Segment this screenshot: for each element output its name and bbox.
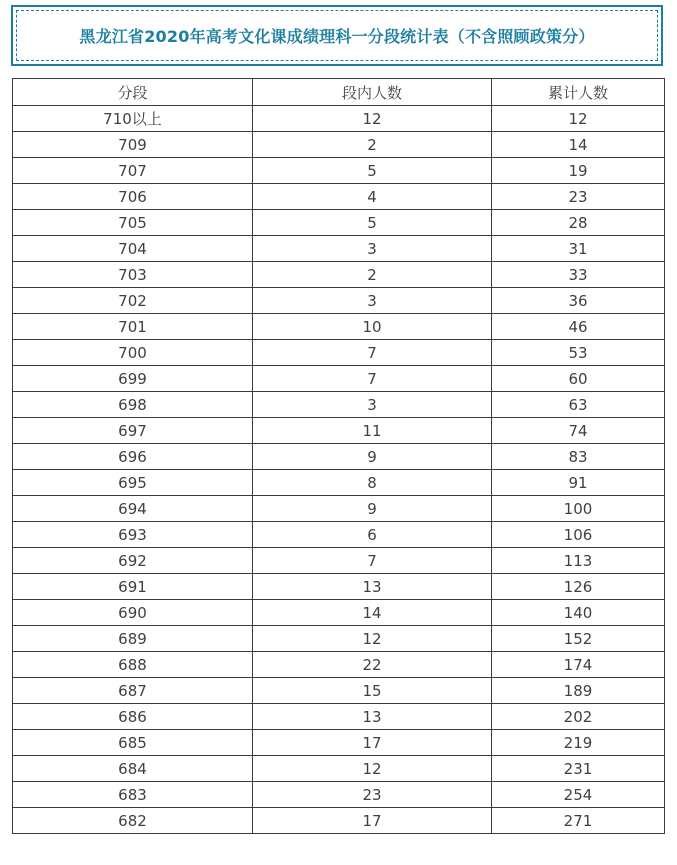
header-score-range: 分段 (13, 79, 253, 106)
cell-cumulative-count: 100 (492, 496, 665, 522)
cell-cumulative-count: 14 (492, 132, 665, 158)
cell-cumulative-count: 28 (492, 210, 665, 236)
table-row (13, 106, 665, 132)
cell-count-in-range: 23 (253, 782, 492, 808)
cell-score-range: 700 (13, 340, 253, 366)
table-row (13, 808, 665, 834)
cell-score-range: 687 (13, 678, 253, 704)
table-row (13, 262, 665, 288)
table-row (13, 210, 665, 236)
cell-count-in-range: 7 (253, 340, 492, 366)
table-row (13, 340, 665, 366)
table-row (13, 756, 665, 782)
cell-count-in-range: 6 (253, 522, 492, 548)
cell-cumulative-count: 202 (492, 704, 665, 730)
cell-count-in-range: 5 (253, 158, 492, 184)
cell-count-in-range: 11 (253, 418, 492, 444)
cell-cumulative-count: 53 (492, 340, 665, 366)
cell-cumulative-count: 74 (492, 418, 665, 444)
table-row (13, 444, 665, 470)
cell-count-in-range: 9 (253, 496, 492, 522)
cell-cumulative-count: 219 (492, 730, 665, 756)
cell-score-range: 685 (13, 730, 253, 756)
cell-score-range: 694 (13, 496, 253, 522)
cell-score-range: 701 (13, 314, 253, 340)
cell-count-in-range: 12 (253, 626, 492, 652)
cell-score-range: 682 (13, 808, 253, 834)
cell-cumulative-count: 33 (492, 262, 665, 288)
cell-score-range: 692 (13, 548, 253, 574)
cell-count-in-range: 15 (253, 678, 492, 704)
cell-cumulative-count: 231 (492, 756, 665, 782)
cell-score-range: 702 (13, 288, 253, 314)
cell-score-range: 705 (13, 210, 253, 236)
cell-count-in-range: 2 (253, 262, 492, 288)
table-body (13, 106, 665, 834)
table-header-row (13, 79, 665, 106)
cell-count-in-range: 17 (253, 730, 492, 756)
cell-score-range: 698 (13, 392, 253, 418)
cell-score-range: 707 (13, 158, 253, 184)
cell-score-range: 706 (13, 184, 253, 210)
cell-cumulative-count: 31 (492, 236, 665, 262)
title-dashed-frame (16, 10, 658, 61)
table-row (13, 314, 665, 340)
cell-score-range: 688 (13, 652, 253, 678)
cell-score-range: 710以上 (13, 106, 253, 132)
cell-cumulative-count: 140 (492, 600, 665, 626)
cell-cumulative-count: 152 (492, 626, 665, 652)
cell-score-range: 697 (13, 418, 253, 444)
table-row (13, 522, 665, 548)
table-row (13, 782, 665, 808)
table-row (13, 418, 665, 444)
cell-count-in-range: 12 (253, 756, 492, 782)
table-row (13, 288, 665, 314)
cell-count-in-range: 14 (253, 600, 492, 626)
cell-count-in-range: 3 (253, 392, 492, 418)
cell-count-in-range: 9 (253, 444, 492, 470)
cell-cumulative-count: 126 (492, 574, 665, 600)
page-title: 黑龙江省2020年高考文化课成绩理科一分段统计表（不含照顾政策分） (79, 27, 595, 46)
title-banner (11, 5, 663, 66)
table-row (13, 470, 665, 496)
table-row (13, 574, 665, 600)
cell-count-in-range: 3 (253, 236, 492, 262)
cell-cumulative-count: 254 (492, 782, 665, 808)
cell-cumulative-count: 46 (492, 314, 665, 340)
cell-cumulative-count: 174 (492, 652, 665, 678)
table-row (13, 600, 665, 626)
cell-cumulative-count: 91 (492, 470, 665, 496)
cell-score-range: 689 (13, 626, 253, 652)
table-row (13, 730, 665, 756)
cell-count-in-range: 4 (253, 184, 492, 210)
score-table-container (12, 78, 664, 834)
cell-count-in-range: 22 (253, 652, 492, 678)
table-row (13, 548, 665, 574)
cell-score-range: 691 (13, 574, 253, 600)
cell-score-range: 699 (13, 366, 253, 392)
table-row (13, 652, 665, 678)
cell-count-in-range: 10 (253, 314, 492, 340)
cell-count-in-range: 3 (253, 288, 492, 314)
cell-score-range: 696 (13, 444, 253, 470)
cell-cumulative-count: 36 (492, 288, 665, 314)
cell-count-in-range: 7 (253, 548, 492, 574)
cell-count-in-range: 8 (253, 470, 492, 496)
table-row (13, 236, 665, 262)
cell-score-range: 683 (13, 782, 253, 808)
cell-count-in-range: 13 (253, 574, 492, 600)
table-row (13, 158, 665, 184)
cell-count-in-range: 12 (253, 106, 492, 132)
cell-score-range: 703 (13, 262, 253, 288)
cell-count-in-range: 17 (253, 808, 492, 834)
cell-cumulative-count: 23 (492, 184, 665, 210)
cell-count-in-range: 5 (253, 210, 492, 236)
cell-score-range: 690 (13, 600, 253, 626)
cell-score-range: 704 (13, 236, 253, 262)
cell-cumulative-count: 113 (492, 548, 665, 574)
cell-count-in-range: 2 (253, 132, 492, 158)
cell-score-range: 684 (13, 756, 253, 782)
cell-count-in-range: 7 (253, 366, 492, 392)
header-cumulative-count: 累计人数 (492, 79, 665, 106)
header-count-in-range: 段内人数 (253, 79, 492, 106)
table-row (13, 184, 665, 210)
cell-cumulative-count: 271 (492, 808, 665, 834)
cell-cumulative-count: 12 (492, 106, 665, 132)
cell-score-range: 709 (13, 132, 253, 158)
score-distribution-table (12, 78, 665, 834)
cell-score-range: 693 (13, 522, 253, 548)
cell-cumulative-count: 189 (492, 678, 665, 704)
table-row (13, 496, 665, 522)
table-row (13, 678, 665, 704)
cell-score-range: 686 (13, 704, 253, 730)
cell-score-range: 695 (13, 470, 253, 496)
cell-cumulative-count: 106 (492, 522, 665, 548)
table-row (13, 392, 665, 418)
cell-cumulative-count: 19 (492, 158, 665, 184)
cell-cumulative-count: 83 (492, 444, 665, 470)
cell-cumulative-count: 63 (492, 392, 665, 418)
table-row (13, 626, 665, 652)
table-row (13, 132, 665, 158)
cell-cumulative-count: 60 (492, 366, 665, 392)
table-row (13, 704, 665, 730)
table-row (13, 366, 665, 392)
cell-count-in-range: 13 (253, 704, 492, 730)
